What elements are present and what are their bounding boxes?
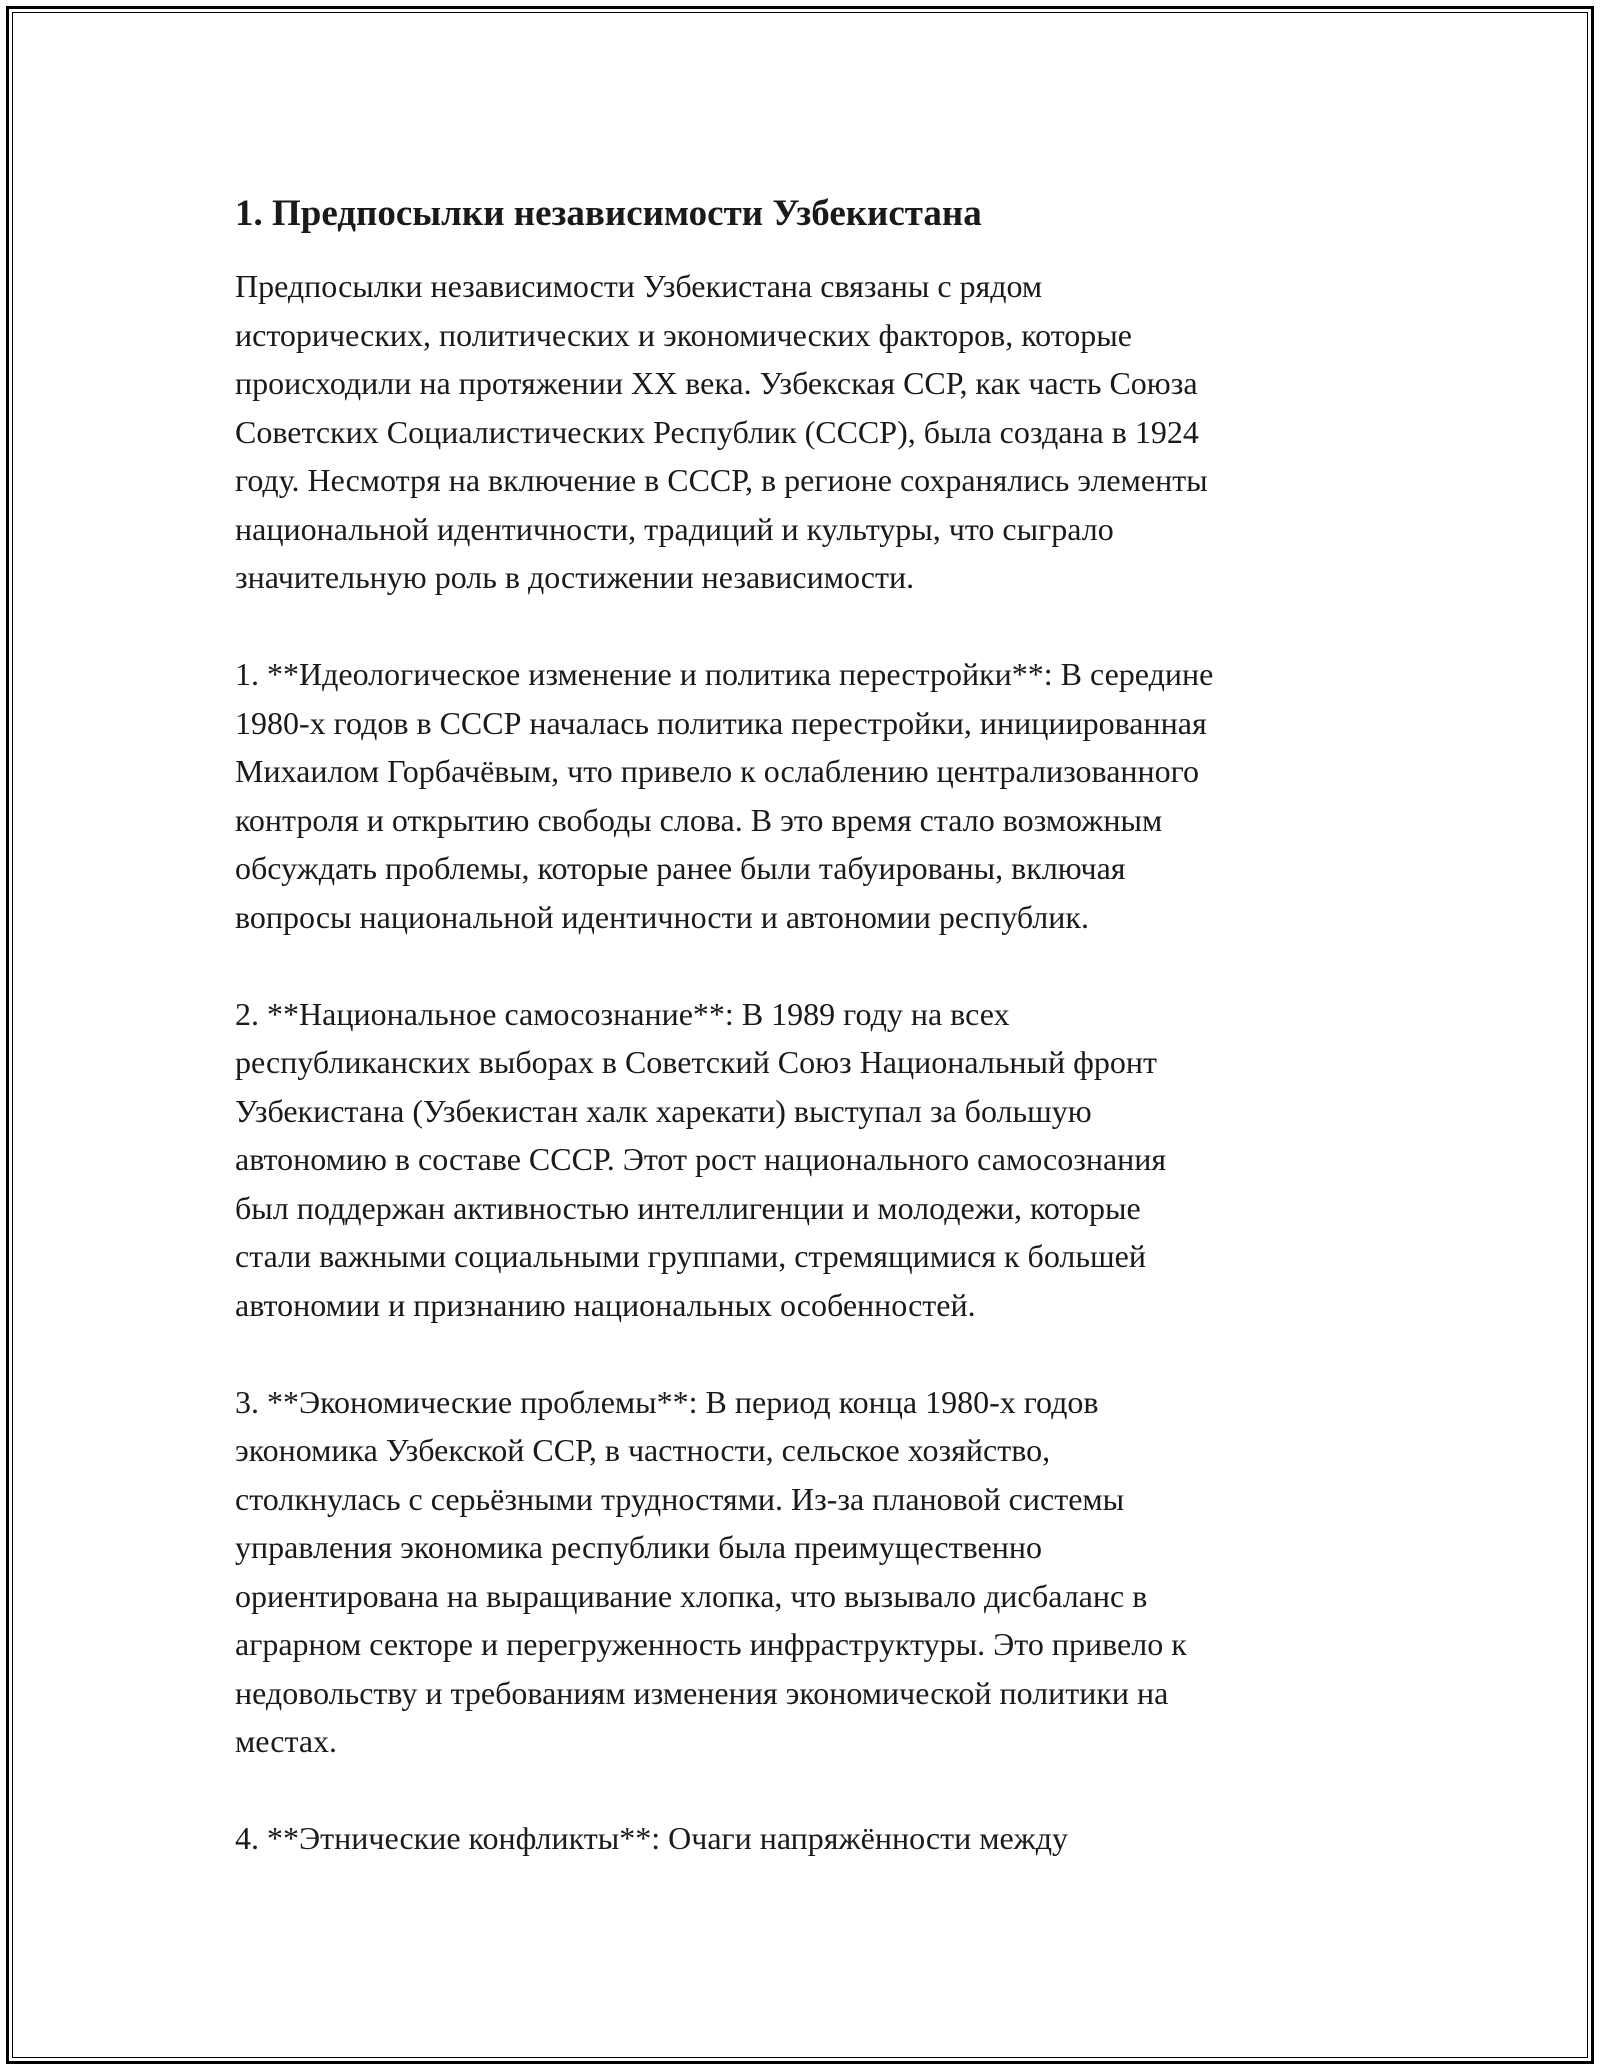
paragraph-ethnic-conflicts: 4. **Этнические конфликты**: Очаги напряжённости между	[235, 1820, 1069, 1856]
paragraph-intro: Предпосылки независимости Узбекистана связаны с рядом исторических, политических и экономических факторов, которые происходили на протяжении XX века. Узбекская ССР, как часть Союза Советских Социалистических Республик (СССР), была создана в 1924 году. Несмотря на включение в СССР, в регионе сохранялись элементы национальной идентичности, традиций и культуры, что сыграло значительную роль в достижении независимости.	[235, 268, 1208, 595]
document-title: 1. Предпосылки независимости Узбекистана	[235, 193, 982, 234]
paragraph-perestroika: 1. **Идеологическое изменение и политика перестройки**: В середине 1980-х годов в СССР началась политика перестройки, инициированная Михаилом Горбачёвым, что привело к ослаблению централизованного контроля и открытию свободы слова. В это время стало возможным обсуждать проблемы, которые ранее были табуированы, включая вопросы национальной идентичности и автономии республик.	[235, 656, 1214, 935]
paragraph-national-identity: 2. **Национальное самосознание**: В 1989 году на всех республиканских выборах в Советский Союз Национальный фронт Узбекистана (Узбекистан халк харекати) выступал за большую автономию в составе СССР. Этот рост национального самосознания был поддержан активностью интеллигенции и молодежи, которые стали важными социальными группами, стремящимися к большей автономии и признанию национальных особенностей.	[235, 995, 1167, 1323]
document-body	[235, 190, 1385, 1863]
paragraph-economic-problems: 3. **Экономические проблемы**: В период конца 1980-х годов экономика Узбекской ССР, в частности, сельское хозяйство, столкнулась с серьёзными трудностями. Из-за плановой системы управления экономика республики была преимущественно ориентирована на выращивание хлопка, что вызывало дисбаланс в аграрном секторе и перегруженность инфраструктуры. Это привело к недовольству и требованиям изменения экономической политики на местах.	[235, 1383, 1187, 1759]
